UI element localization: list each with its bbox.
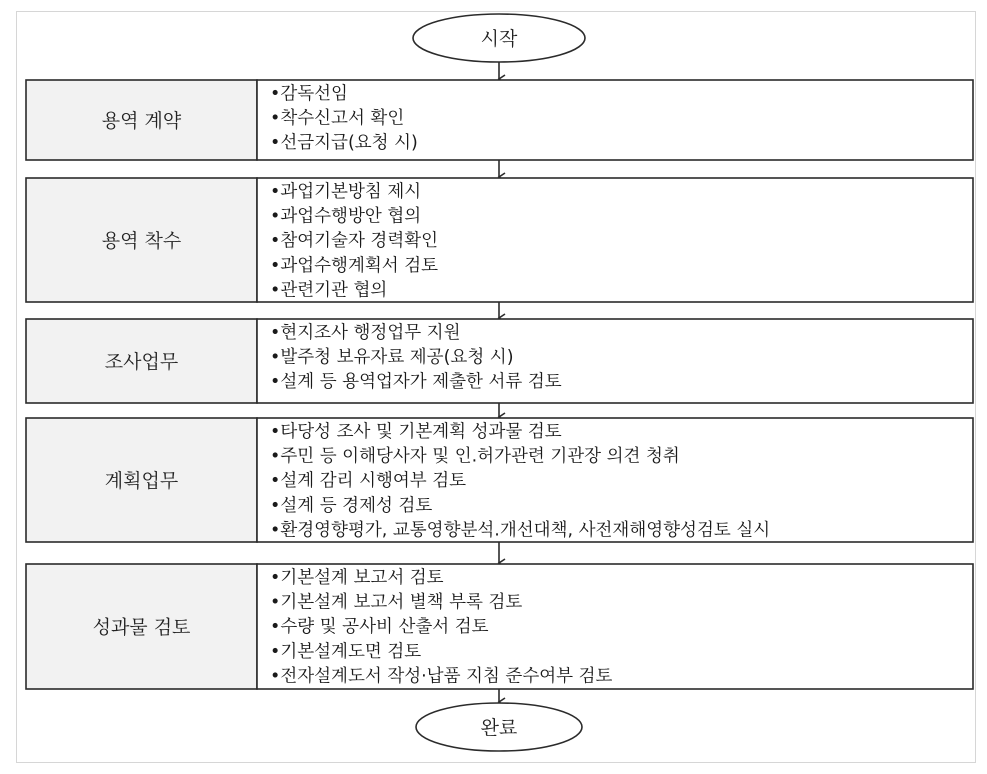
end-label: 완료	[480, 717, 518, 739]
step-item: •기본설계 보고서 별책 부록 검토	[270, 592, 523, 613]
step-item: •기본설계 보고서 검토	[270, 568, 444, 588]
step-item: •설계 등 용역업자가 제출한 서류 검토	[270, 372, 562, 393]
step-item: •주민 등 이해당사자 및 인.허가관련 기관장 의견 청취	[270, 446, 680, 467]
end-terminal	[416, 703, 582, 751]
step-item: •현지조사 행정업무 지원	[270, 323, 461, 343]
step-item: •기본설계도면 검토	[270, 641, 422, 662]
process-step	[26, 418, 973, 542]
step-item: •착수신고서 확인	[270, 108, 405, 129]
step-label: 용역 계약	[101, 110, 182, 132]
step-item: •선금지급(요청 시)	[270, 133, 418, 154]
step-label: 조사업무	[104, 351, 179, 373]
step-item: •설계 등 경제성 검토	[270, 495, 433, 516]
step-item: •과업수행방안 협의	[270, 206, 422, 227]
step-item: •수량 및 공사비 산출서 검토	[270, 617, 489, 638]
step-item: •전자설계도서 작성·납품 지침 준수여부 검토	[270, 666, 613, 687]
step-item: •과업기본방침 제시	[270, 182, 422, 202]
step-label: 계획업무	[104, 470, 179, 492]
start-label: 시작	[480, 28, 518, 50]
step-item: •타당성 조사 및 기본계획 성과물 검토	[270, 422, 562, 442]
process-step	[26, 564, 973, 689]
step-label: 성과물 검토	[92, 616, 191, 639]
process-step	[26, 178, 973, 302]
process-step	[26, 319, 973, 403]
start-terminal	[413, 14, 585, 62]
step-item: •감독선임	[270, 84, 348, 104]
step-item: •참여기술자 경력확인	[270, 231, 439, 252]
step-item: •발주청 보유자료 제공(요청 시)	[270, 347, 514, 368]
step-item: •과업수행계획서 검토	[270, 255, 439, 276]
step-label: 용역 착수	[101, 230, 182, 252]
step-item: •관련기관 협의	[270, 280, 388, 301]
process-step	[26, 80, 973, 160]
step-item: •설계 감리 시행여부 검토	[270, 471, 467, 492]
step-item: •환경영향평가, 교통영향분석.개선대책, 사전재해영향성검토 실시	[270, 520, 771, 541]
